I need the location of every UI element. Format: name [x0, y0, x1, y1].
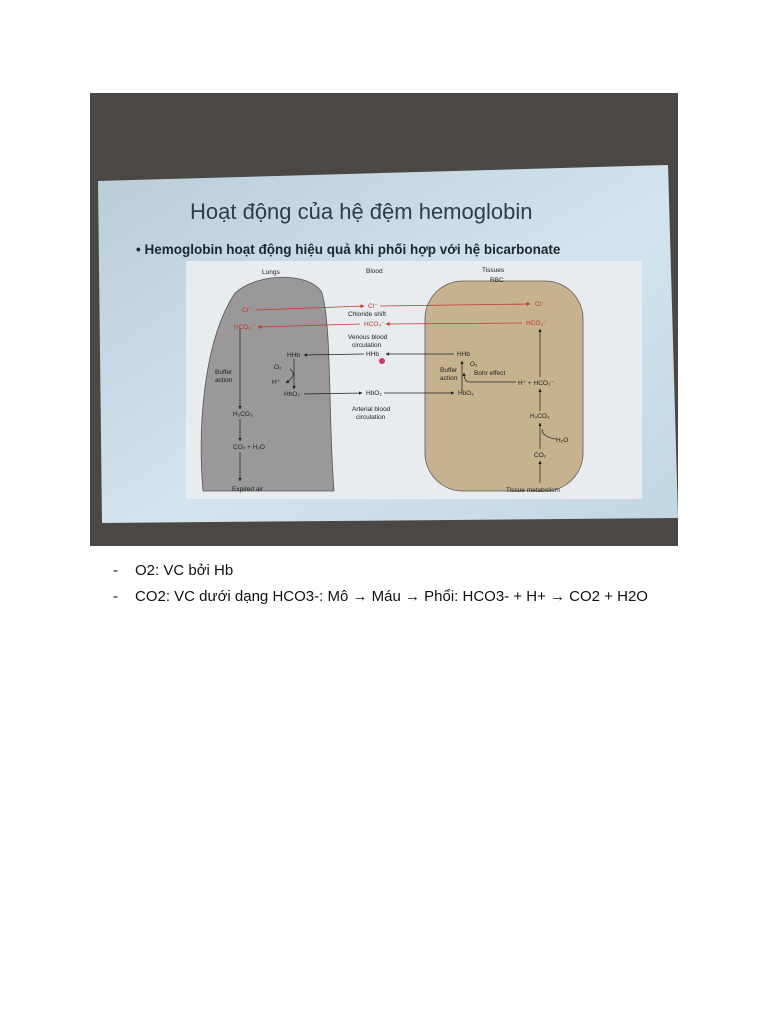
tissue-metabolism: Tissue metabolism	[506, 487, 560, 494]
expired-air: Expired air	[232, 486, 264, 493]
buffer-right-1: Buffer	[440, 367, 458, 374]
venous-label-1: Venous blood	[348, 334, 388, 341]
hhb-mid: HHb	[366, 351, 380, 358]
label-tissues: Tissues	[482, 267, 505, 274]
h-left: H⁺	[272, 379, 281, 386]
list-dash: -	[113, 562, 118, 579]
o2-left: O₂	[274, 364, 282, 371]
label-rbc: RBC	[490, 277, 504, 284]
buffer-right-2: action	[440, 375, 458, 382]
h2co3-left: H₂CO₃	[233, 411, 253, 418]
buffer-left-2: action	[215, 377, 233, 384]
slide-title: Hoạt động của hệ đệm hemoglobin	[190, 199, 533, 224]
list-item	[113, 586, 733, 612]
h2co3-right: H₂CO₃	[530, 413, 550, 420]
hbo2-mid: HbO₂	[366, 390, 382, 397]
cl-right: Cl⁻	[535, 301, 545, 308]
hhb-left: HHb	[287, 352, 301, 359]
arterial-label-2: circulation	[356, 414, 386, 421]
label-lungs: Lungs	[262, 269, 280, 276]
notes-list	[113, 560, 733, 612]
tissues-shape	[425, 281, 583, 491]
slide-photo	[90, 93, 678, 546]
hco3-mid: HCO₃⁻	[364, 321, 385, 328]
cl-left: Cl⁻	[242, 307, 252, 314]
list-item	[113, 560, 733, 586]
h2o-right: H₂O	[556, 437, 569, 444]
label-blood: Blood	[366, 268, 383, 275]
o2-right: O₂	[470, 361, 478, 368]
laser-dot	[379, 358, 385, 364]
hbo2-left: HbO₂	[284, 391, 300, 398]
slide-bullet: • Hemoglobin hoạt động hiệu quả khi phối hợp với hệ bicarbonate	[136, 242, 561, 257]
list-item-text: CO2: VC dưới dạng HCO3-: Mô → Máu → Phổi: HCO3- + H+ → CO2 + H2O	[135, 588, 648, 605]
cl-mid: Cl⁻	[368, 303, 378, 310]
arterial-label-1: Arterial blood	[352, 406, 391, 413]
list-item-text: O2: VC bởi Hb	[135, 562, 234, 579]
co2-right: CO₂	[534, 452, 547, 459]
venous-label-2: circulation	[352, 342, 382, 349]
hco3-left: HCO₃⁻	[234, 324, 255, 331]
hco3-right: HCO₃⁻	[526, 320, 547, 327]
h-hco3-right: H⁺ + HCO₃⁻	[518, 380, 555, 387]
co2-h2o-left: CO₂ + H₂O	[233, 444, 265, 451]
hhb-right: HHb	[457, 351, 471, 358]
list-dash: -	[113, 588, 118, 605]
chloride-shift: Chloride shift	[348, 311, 386, 318]
bohr-effect: Bohr effect	[474, 370, 506, 377]
buffer-left-1: Buffer	[215, 369, 233, 376]
hbo2-right: HbO₂	[458, 390, 474, 397]
